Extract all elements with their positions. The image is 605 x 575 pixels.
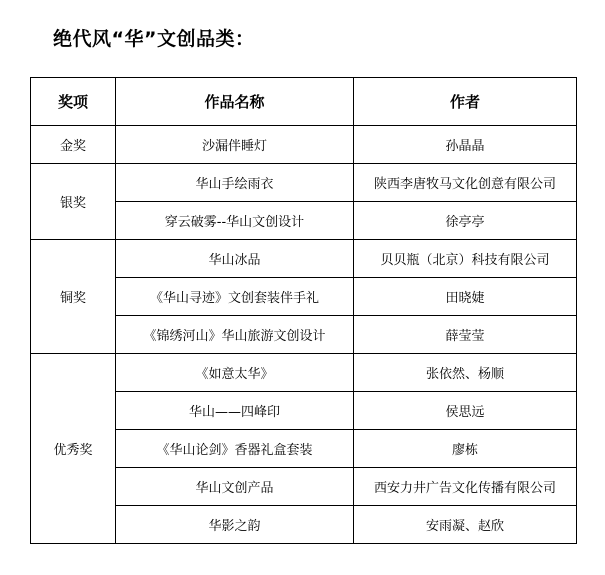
work-cell: 沙漏伴睡灯	[116, 126, 354, 164]
work-cell: 华山——四峰印	[116, 392, 354, 430]
table-header-row	[31, 78, 577, 126]
author-cell: 贝贝瓶（北京）科技有限公司	[354, 240, 577, 278]
award-cell-gold: 金奖	[31, 126, 116, 164]
work-cell: 《华山论剑》香器礼盒套装	[116, 430, 354, 468]
work-cell: 《如意太华》	[116, 354, 354, 392]
author-cell: 孙晶晶	[354, 126, 577, 164]
header-work-name: 作品名称	[116, 78, 354, 126]
author-cell: 薛莹莹	[354, 316, 577, 354]
award-cell-silver: 银奖	[31, 164, 116, 240]
header-author: 作者	[354, 78, 577, 126]
award-cell-bronze: 铜奖	[31, 240, 116, 354]
table-row	[31, 164, 577, 202]
work-cell: 华山手绘雨衣	[116, 164, 354, 202]
work-cell: 华山冰品	[116, 240, 354, 278]
header-award: 奖项	[31, 78, 116, 126]
work-cell: 穿云破雾--华山文创设计	[116, 202, 354, 240]
work-cell: 《华山寻迹》文创套装伴手礼	[116, 278, 354, 316]
author-cell: 张依然、杨顺	[354, 354, 577, 392]
table-row	[31, 126, 577, 164]
work-cell: 华影之韵	[116, 506, 354, 544]
table-row	[31, 240, 577, 278]
author-cell: 西安力井广告文化传播有限公司	[354, 468, 577, 506]
author-cell: 徐亭亭	[354, 202, 577, 240]
page-title: 绝代风“华”文创品类：	[53, 28, 255, 50]
awards-table	[30, 77, 577, 544]
author-cell: 侯思远	[354, 392, 577, 430]
work-cell: 《锦绣河山》华山旅游文创设计	[116, 316, 354, 354]
work-cell: 华山文创产品	[116, 468, 354, 506]
table-row	[31, 354, 577, 392]
author-cell: 安雨凝、赵欣	[354, 506, 577, 544]
award-cell-excellence: 优秀奖	[31, 354, 116, 544]
author-cell: 田晓婕	[354, 278, 577, 316]
author-cell: 陕西李唐牧马文化创意有限公司	[354, 164, 577, 202]
author-cell: 廖栋	[354, 430, 577, 468]
